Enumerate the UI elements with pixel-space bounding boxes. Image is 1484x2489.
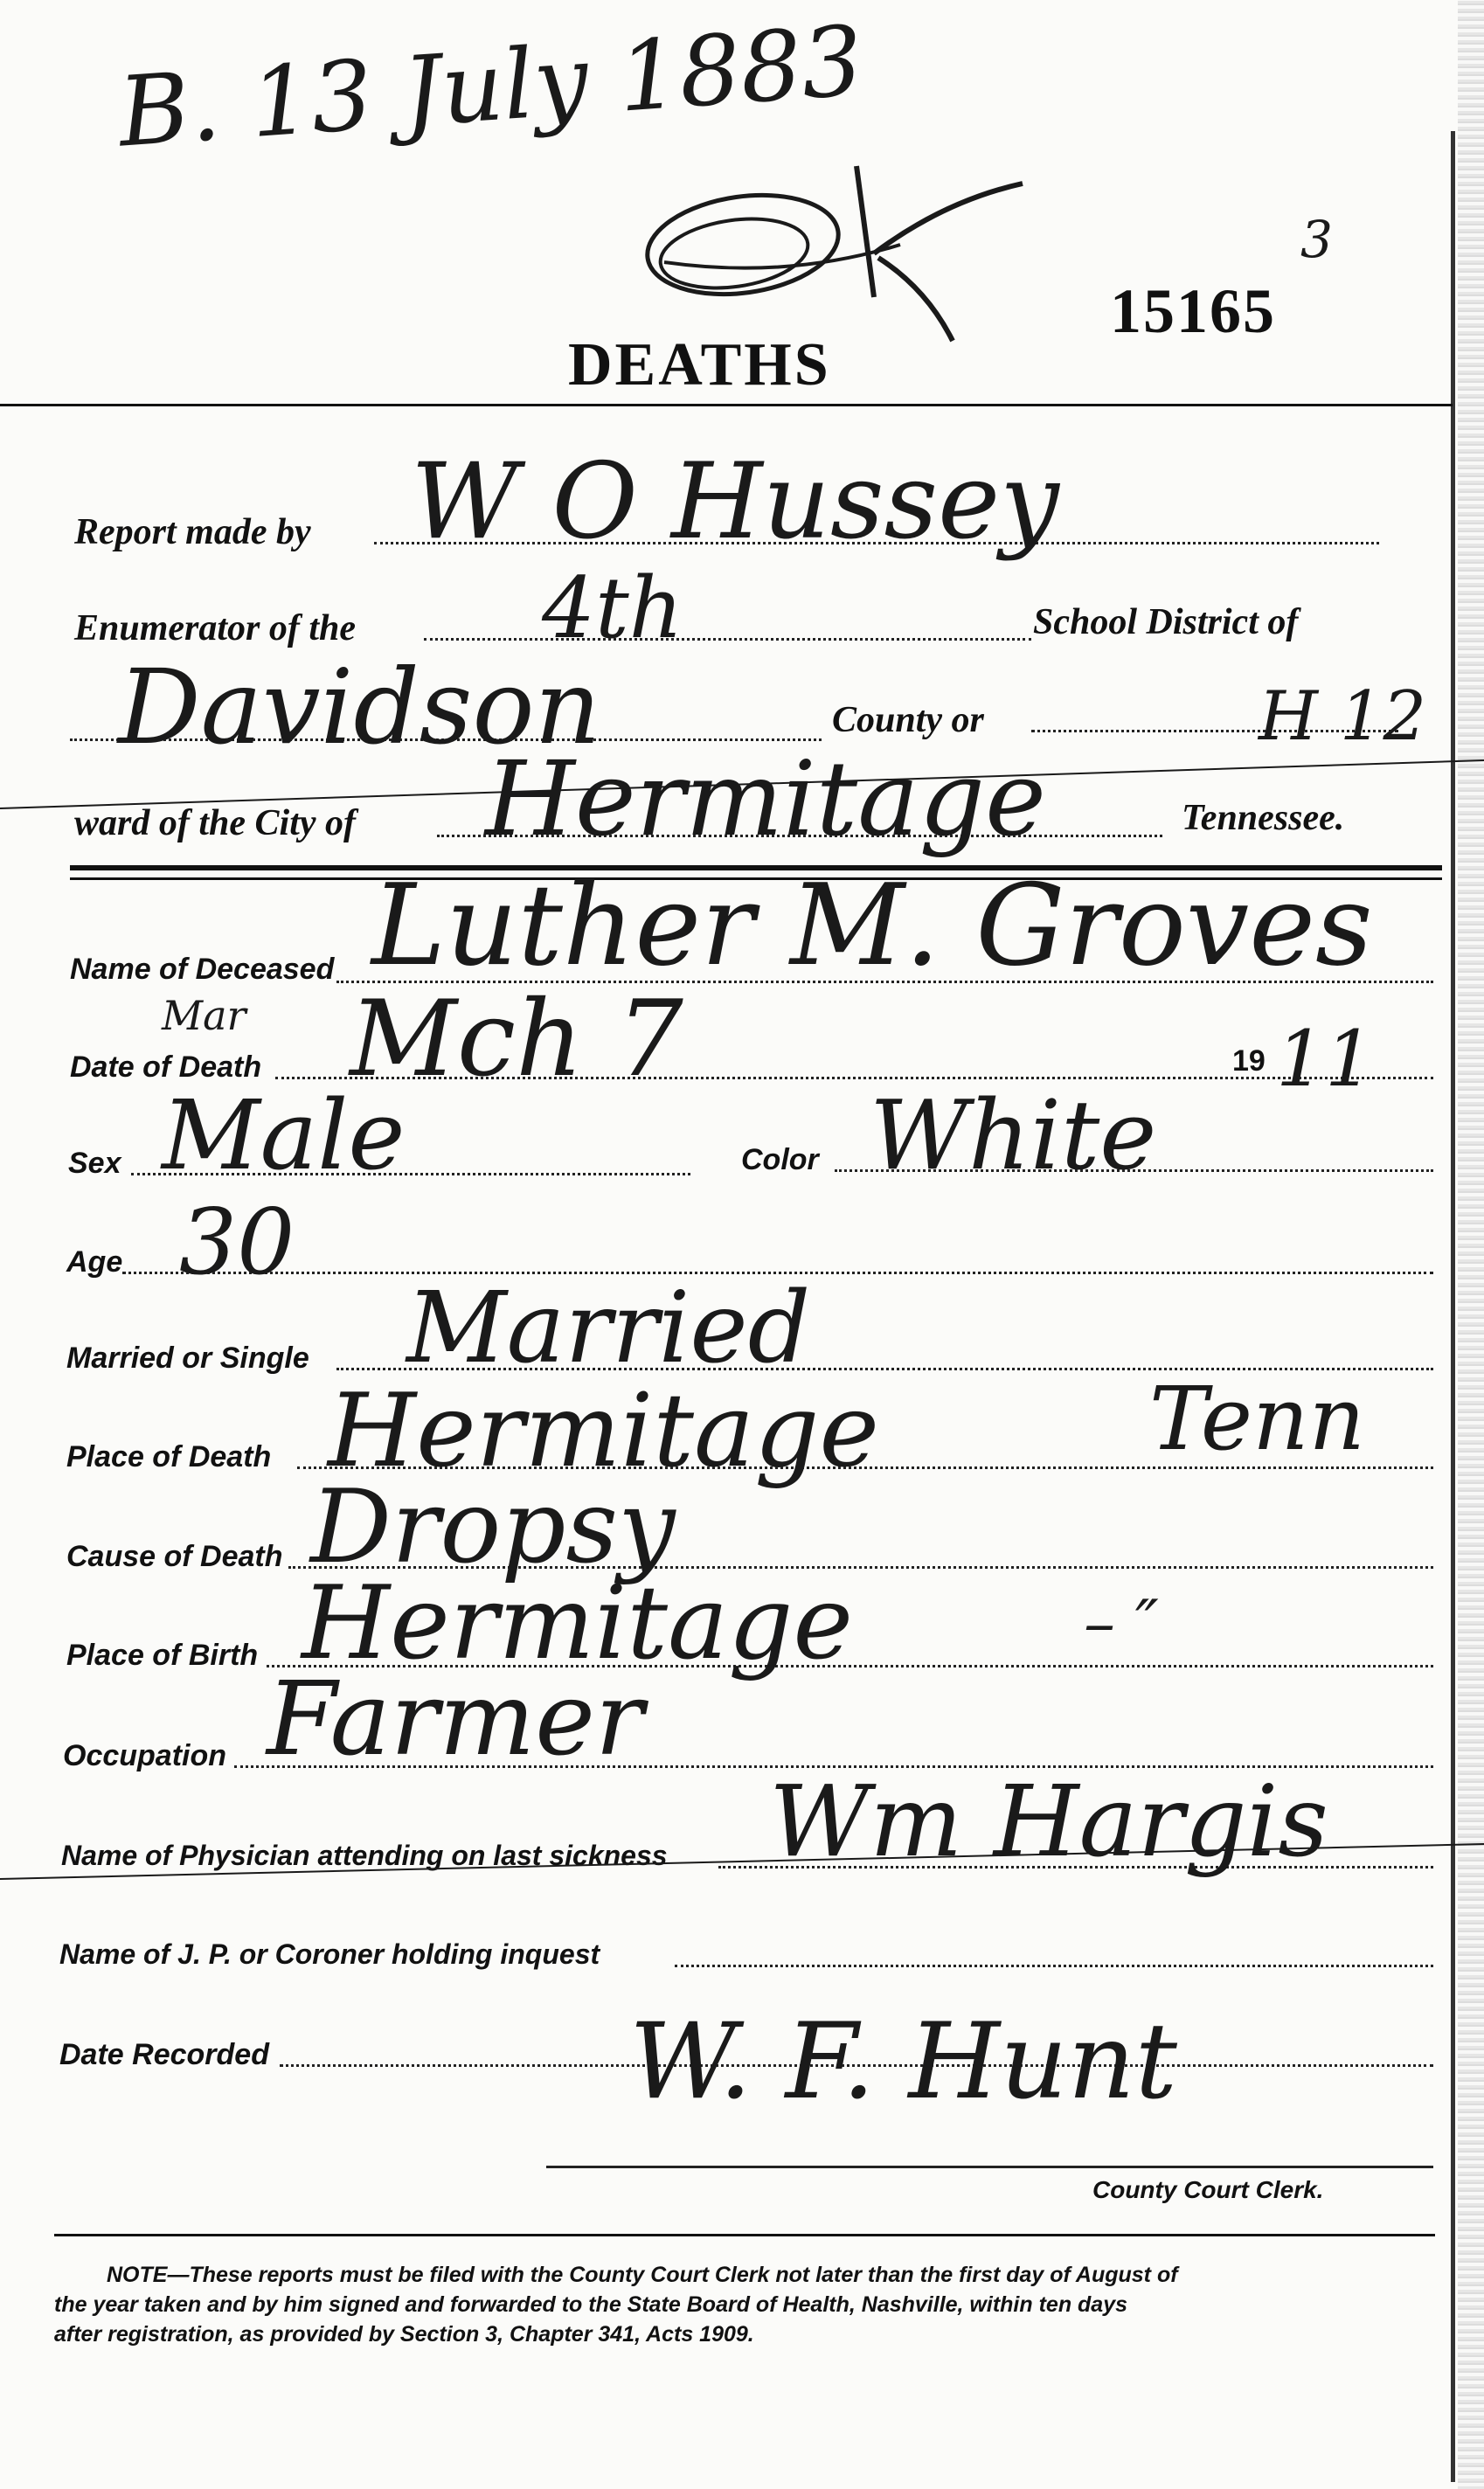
small-number-annotation: 3 (1300, 210, 1333, 269)
deceased-name-label: Name of Deceased (70, 953, 335, 986)
county-value: Davidson (118, 647, 601, 767)
ward-label: ward of the City of (74, 803, 356, 843)
death-date-value: Mch 7 (350, 979, 683, 1100)
header-rule (0, 404, 1453, 406)
certificate-number: 15165 (1110, 276, 1276, 346)
ok-mark-icon (612, 149, 1084, 350)
school-district-label: School District of (1033, 602, 1299, 642)
clerk-title: County Court Clerk. (1092, 2176, 1324, 2203)
place-of-birth-value: Hermitage (302, 1564, 854, 1682)
marital-status-label: Married or Single (66, 1342, 309, 1375)
clerk-signature: W. F. Hunt (629, 2001, 1177, 2123)
ward-strike-line (0, 752, 1484, 822)
color-label: Color (741, 1143, 819, 1176)
date-recorded-label: Date Recorded (59, 2038, 269, 2071)
paper-edge-shadow (1458, 0, 1484, 2489)
coroner-line (675, 1965, 1433, 1967)
place-of-death-value: Hermitage (328, 1372, 880, 1490)
right-border-line (1451, 131, 1455, 2482)
place-of-death-extra: Tenn (1149, 1368, 1365, 1470)
age-value: 30 (179, 1189, 295, 1295)
county-margin-note: H 12 (1259, 677, 1427, 756)
note-line-2: the year taken and by him signed and forwarded to the State Board of Health, Nashville, within ten days (54, 2292, 1128, 2317)
occupation-label: Occupation (63, 1739, 227, 1772)
note-line-1: NOTE—These reports must be filed with the County Court Clerk not later than the first day of August of (107, 2263, 1178, 2287)
note-line-3: after registration, as provided by Section 3, Chapter 341, Acts 1909. (54, 2322, 754, 2347)
county-label: County or (832, 700, 984, 740)
death-date-note: Mar (162, 992, 246, 1039)
coroner-label: Name of J. P. or Coroner holding inquest (59, 1938, 600, 1970)
sex-label: Sex (68, 1147, 121, 1180)
physician-value: Wm Hargis (769, 1765, 1328, 1879)
enumerator-value: 4th (542, 559, 683, 657)
place-of-birth-extra: – ″ (1084, 1586, 1159, 1660)
death-year-value: 11 (1276, 1014, 1374, 1104)
sex-value: Male (162, 1079, 406, 1191)
report-made-by-value: W O Hussey (411, 441, 1059, 563)
filing-note (54, 2260, 1391, 2349)
enumerator-label: Enumerator of the (74, 608, 357, 648)
deceased-name-value: Luther M. Groves (371, 861, 1373, 991)
state-label: Tennessee. (1182, 798, 1345, 838)
ward-value: Hermitage (485, 738, 1046, 859)
death-date-label: Date of Death (70, 1050, 262, 1084)
death-year-prefix: 19 (1232, 1044, 1266, 1078)
clerk-signature-line (546, 2166, 1433, 2168)
cause-of-death-label: Cause of Death (66, 1540, 283, 1573)
cause-of-death-value: Dropsy (310, 1468, 676, 1586)
place-of-death-label: Place of Death (66, 1440, 272, 1473)
report-made-by-label: Report made by (74, 512, 311, 552)
physician-label: Name of Physician attending on last sickness (61, 1840, 668, 1871)
physician-strike-line (0, 1827, 1484, 1888)
footer-rule (54, 2234, 1435, 2236)
document-title: DEATHS (568, 331, 831, 399)
age-label: Age (66, 1245, 123, 1279)
occupation-value: Farmer (267, 1660, 644, 1778)
birth-date-annotation: B. 13 July 1883 (114, 4, 867, 169)
place-of-birth-label: Place of Birth (66, 1639, 259, 1672)
color-value: White (870, 1079, 1157, 1191)
marital-status-value: Married (406, 1272, 811, 1385)
enumerator-line (424, 638, 1031, 641)
